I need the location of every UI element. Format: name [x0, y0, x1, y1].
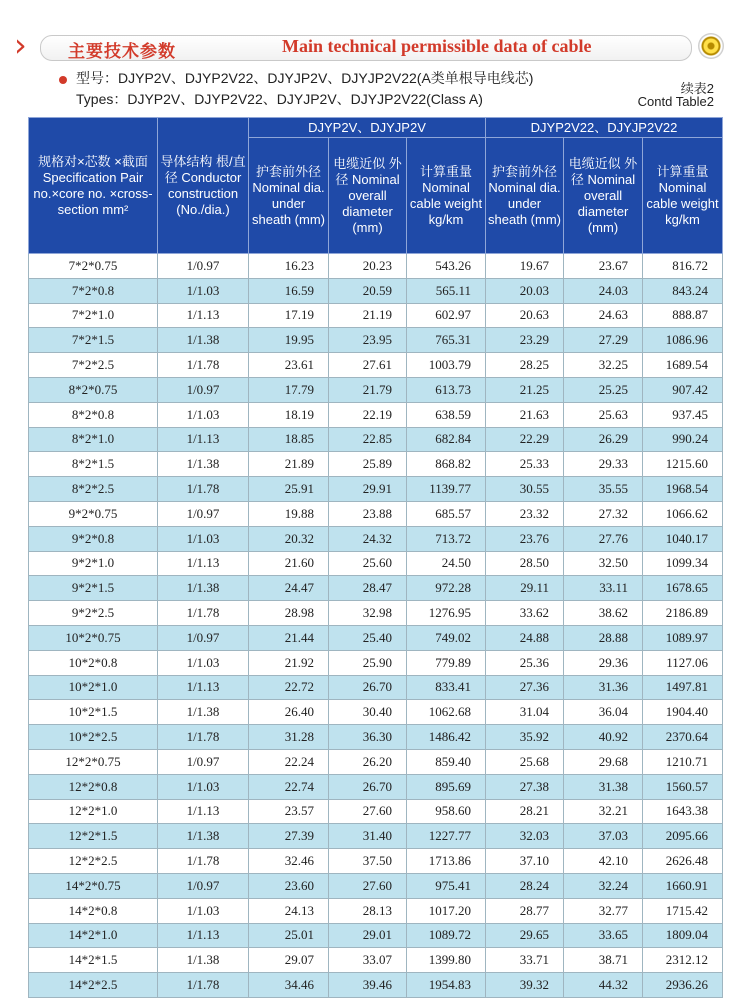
table-cell: 23.32: [486, 501, 564, 526]
table-cell: 9*2*0.8: [29, 526, 158, 551]
table-cell: 685.57: [407, 501, 486, 526]
emblem-icon: [698, 33, 724, 59]
table-row: [29, 427, 723, 452]
table-cell: 749.02: [407, 625, 486, 650]
table-cell: 29.36: [564, 650, 643, 675]
table-cell: 765.31: [407, 328, 486, 353]
table-cell: 972.28: [407, 576, 486, 601]
table-row: [29, 799, 723, 824]
table-cell: 8*2*1.5: [29, 452, 158, 477]
table-cell: 22.19: [329, 402, 407, 427]
table-cell: 1/1.38: [158, 700, 249, 725]
table-row: [29, 725, 723, 750]
table-cell: 30.40: [329, 700, 407, 725]
table-cell: 779.89: [407, 650, 486, 675]
table-cell: 1/1.38: [158, 328, 249, 353]
table-cell: 23.67: [564, 254, 643, 279]
table-cell: 10*2*1.5: [29, 700, 158, 725]
table-row: [29, 303, 723, 328]
table-cell: 23.57: [249, 799, 329, 824]
table-cell: 1276.95: [407, 601, 486, 626]
table-cell: 19.95: [249, 328, 329, 353]
table-cell: 1227.77: [407, 824, 486, 849]
table-row: [29, 402, 723, 427]
header-b-weight: 计算重量 Nominal cable weight kg/km: [643, 138, 723, 254]
table-cell: 16.23: [249, 254, 329, 279]
table-cell: 14*2*0.8: [29, 898, 158, 923]
table-cell: 1/1.13: [158, 923, 249, 948]
table-cell: 28.77: [486, 898, 564, 923]
table-cell: 24.47: [249, 576, 329, 601]
table-row: [29, 923, 723, 948]
table-cell: 1127.06: [643, 650, 723, 675]
table-cell: 1089.97: [643, 625, 723, 650]
table-cell: 1713.86: [407, 849, 486, 874]
table-cell: 27.60: [329, 799, 407, 824]
table-cell: 1678.65: [643, 576, 723, 601]
table-cell: 28.88: [564, 625, 643, 650]
table-cell: 21.63: [486, 402, 564, 427]
table-cell: 1/1.03: [158, 526, 249, 551]
table-cell: 23.61: [249, 353, 329, 378]
table-row: [29, 353, 723, 378]
table-cell: 25.01: [249, 923, 329, 948]
table-cell: 713.72: [407, 526, 486, 551]
table-cell: 1/1.78: [158, 849, 249, 874]
table-cell: 1/0.97: [158, 377, 249, 402]
table-cell: 23.60: [249, 873, 329, 898]
table-cell: 565.11: [407, 278, 486, 303]
table-cell: 1904.40: [643, 700, 723, 725]
table-cell: 1/1.38: [158, 824, 249, 849]
table-cell: 1099.34: [643, 551, 723, 576]
table-cell: 7*2*2.5: [29, 353, 158, 378]
table-cell: 1/1.78: [158, 973, 249, 998]
table-cell: 1/1.03: [158, 898, 249, 923]
table-cell: 28.50: [486, 551, 564, 576]
table-cell: 907.42: [643, 377, 723, 402]
table-cell: 1/1.13: [158, 427, 249, 452]
table-cell: 1/1.78: [158, 601, 249, 626]
table-cell: 44.32: [564, 973, 643, 998]
table-cell: 16.59: [249, 278, 329, 303]
table-cell: 12*2*2.5: [29, 849, 158, 874]
table-cell: 21.19: [329, 303, 407, 328]
header-group-a: DJYP2V、DJYJP2V: [249, 118, 486, 138]
table-cell: 20.63: [486, 303, 564, 328]
table-cell: 25.25: [564, 377, 643, 402]
table-cell: 2936.26: [643, 973, 723, 998]
continued-table-cn: 续表2: [680, 81, 714, 96]
table-cell: 895.69: [407, 774, 486, 799]
table-cell: 543.26: [407, 254, 486, 279]
table-cell: 26.70: [329, 774, 407, 799]
table-cell: 1040.17: [643, 526, 723, 551]
table-cell: 10*2*1.0: [29, 675, 158, 700]
table-cell: 1/1.38: [158, 948, 249, 973]
table-row: [29, 625, 723, 650]
table-cell: 21.44: [249, 625, 329, 650]
table-cell: 31.38: [564, 774, 643, 799]
table-cell: 27.36: [486, 675, 564, 700]
table-cell: 1/1.78: [158, 353, 249, 378]
table-cell: 38.62: [564, 601, 643, 626]
table-cell: 36.30: [329, 725, 407, 750]
table-cell: 7*2*0.8: [29, 278, 158, 303]
table-row: [29, 873, 723, 898]
table-cell: 23.29: [486, 328, 564, 353]
table-cell: 25.36: [486, 650, 564, 675]
header-a-overall: 电缆近似 外径 Nominal overall diameter (mm): [329, 138, 407, 254]
table-cell: 29.65: [486, 923, 564, 948]
table-cell: 39.46: [329, 973, 407, 998]
table-row: [29, 278, 723, 303]
table-cell: 1/0.97: [158, 749, 249, 774]
table-cell: 1689.54: [643, 353, 723, 378]
table-cell: 1062.68: [407, 700, 486, 725]
table-cell: 32.46: [249, 849, 329, 874]
table-row: [29, 477, 723, 502]
table-cell: 32.98: [329, 601, 407, 626]
table-cell: 28.13: [329, 898, 407, 923]
table-cell: 25.40: [329, 625, 407, 650]
table-cell: 21.92: [249, 650, 329, 675]
table-cell: 26.29: [564, 427, 643, 452]
table-cell: 1/0.97: [158, 501, 249, 526]
table-cell: 22.85: [329, 427, 407, 452]
table-cell: 8*2*0.8: [29, 402, 158, 427]
table-cell: 1/0.97: [158, 873, 249, 898]
table-cell: 8*2*0.75: [29, 377, 158, 402]
table-cell: 9*2*1.5: [29, 576, 158, 601]
table-cell: 1/0.97: [158, 625, 249, 650]
table-cell: 1497.81: [643, 675, 723, 700]
table-row: [29, 328, 723, 353]
table-cell: 14*2*1.5: [29, 948, 158, 973]
table-cell: 25.91: [249, 477, 329, 502]
table-cell: 1/1.38: [158, 576, 249, 601]
table-cell: 613.73: [407, 377, 486, 402]
table-cell: 975.41: [407, 873, 486, 898]
table-cell: 14*2*0.75: [29, 873, 158, 898]
table-cell: 24.13: [249, 898, 329, 923]
table-cell: 2626.48: [643, 849, 723, 874]
table-cell: 1809.04: [643, 923, 723, 948]
table-row: [29, 973, 723, 998]
table-cell: 20.23: [329, 254, 407, 279]
table-cell: 27.60: [329, 873, 407, 898]
table-cell: 10*2*0.8: [29, 650, 158, 675]
table-cell: 37.50: [329, 849, 407, 874]
table-row: [29, 576, 723, 601]
table-cell: 1660.91: [643, 873, 723, 898]
table-cell: 27.39: [249, 824, 329, 849]
table-cell: 1954.83: [407, 973, 486, 998]
table-cell: 18.85: [249, 427, 329, 452]
table-cell: 1560.57: [643, 774, 723, 799]
header-b-under-sheath: 护套前外径 Nominal dia. under sheath (mm): [486, 138, 564, 254]
table-cell: 937.45: [643, 402, 723, 427]
table-cell: 29.33: [564, 452, 643, 477]
table-cell: 859.40: [407, 749, 486, 774]
table-cell: 1210.71: [643, 749, 723, 774]
table-cell: 1003.79: [407, 353, 486, 378]
types-line-cn: 型号：DJYP2V、DJYP2V22、DJYJP2V、DJYJP2V22(A类单根导电线芯): [76, 70, 534, 86]
table-cell: 21.25: [486, 377, 564, 402]
table-cell: 1/1.03: [158, 402, 249, 427]
table-cell: 1715.42: [643, 898, 723, 923]
table-row: [29, 501, 723, 526]
table-cell: 21.60: [249, 551, 329, 576]
table-cell: 7*2*1.5: [29, 328, 158, 353]
table-cell: 1/1.03: [158, 774, 249, 799]
table-cell: 2095.66: [643, 824, 723, 849]
table-cell: 14*2*1.0: [29, 923, 158, 948]
table-row: [29, 254, 723, 279]
table-cell: 8*2*2.5: [29, 477, 158, 502]
table-cell: 29.07: [249, 948, 329, 973]
table-cell: 23.95: [329, 328, 407, 353]
table-cell: 27.38: [486, 774, 564, 799]
table-cell: 958.60: [407, 799, 486, 824]
table-cell: 21.79: [329, 377, 407, 402]
table-row: [29, 452, 723, 477]
table-cell: 14*2*2.5: [29, 973, 158, 998]
table-cell: 28.98: [249, 601, 329, 626]
table-cell: 28.25: [486, 353, 564, 378]
table-cell: 17.79: [249, 377, 329, 402]
table-cell: 37.10: [486, 849, 564, 874]
table-cell: 22.72: [249, 675, 329, 700]
table-cell: 602.97: [407, 303, 486, 328]
table-cell: 32.24: [564, 873, 643, 898]
table-cell: 33.62: [486, 601, 564, 626]
header-b-overall: 电缆近似 外径 Nominal overall diameter (mm): [564, 138, 643, 254]
table-cell: 30.55: [486, 477, 564, 502]
table-cell: 26.40: [249, 700, 329, 725]
table-cell: 12*2*0.75: [29, 749, 158, 774]
table-cell: 29.91: [329, 477, 407, 502]
table-cell: 32.50: [564, 551, 643, 576]
table-cell: 34.46: [249, 973, 329, 998]
table-cell: 1/1.38: [158, 452, 249, 477]
table-cell: 22.24: [249, 749, 329, 774]
table-row: [29, 650, 723, 675]
table-cell: 19.67: [486, 254, 564, 279]
chevron-right-icon: ›: [14, 26, 27, 64]
header-a-under-sheath: 护套前外径 Nominal dia. under sheath (mm): [249, 138, 329, 254]
table-cell: 1643.38: [643, 799, 723, 824]
table-cell: 31.28: [249, 725, 329, 750]
table-row: [29, 749, 723, 774]
table-cell: 37.03: [564, 824, 643, 849]
table-cell: 32.77: [564, 898, 643, 923]
continued-table-en: Contd Table2: [637, 94, 714, 109]
table-cell: 1/1.13: [158, 303, 249, 328]
table-cell: 2370.64: [643, 725, 723, 750]
table-cell: 33.65: [564, 923, 643, 948]
table-cell: 33.11: [564, 576, 643, 601]
table-cell: 1086.96: [643, 328, 723, 353]
table-row: [29, 849, 723, 874]
table-cell: 33.07: [329, 948, 407, 973]
table-cell: 27.76: [564, 526, 643, 551]
table-cell: 25.68: [486, 749, 564, 774]
table-cell: 25.63: [564, 402, 643, 427]
table-cell: 25.60: [329, 551, 407, 576]
table-cell: 22.74: [249, 774, 329, 799]
table-cell: 20.59: [329, 278, 407, 303]
table-cell: 20.32: [249, 526, 329, 551]
table-cell: 10*2*0.75: [29, 625, 158, 650]
table-cell: 28.21: [486, 799, 564, 824]
table-row: [29, 675, 723, 700]
table-cell: 868.82: [407, 452, 486, 477]
cable-data-table: [28, 117, 723, 998]
table-cell: 17.19: [249, 303, 329, 328]
table-cell: 32.03: [486, 824, 564, 849]
table-cell: 1/1.03: [158, 650, 249, 675]
table-cell: 21.89: [249, 452, 329, 477]
table-cell: 24.50: [407, 551, 486, 576]
table-cell: 32.25: [564, 353, 643, 378]
table-cell: 8*2*1.0: [29, 427, 158, 452]
table-cell: 9*2*1.0: [29, 551, 158, 576]
table-cell: 1215.60: [643, 452, 723, 477]
table-cell: 23.76: [486, 526, 564, 551]
section-title-cn: 主要技术参数: [68, 42, 176, 62]
table-cell: 682.84: [407, 427, 486, 452]
table-row: [29, 551, 723, 576]
table-cell: 1/1.78: [158, 725, 249, 750]
table-cell: 42.10: [564, 849, 643, 874]
table-cell: 25.89: [329, 452, 407, 477]
table-cell: 12*2*1.0: [29, 799, 158, 824]
table-cell: 1/0.97: [158, 254, 249, 279]
header-a-weight: 计算重量 Nominal cable weight kg/km: [407, 138, 486, 254]
table-cell: 24.03: [564, 278, 643, 303]
table-cell: 25.90: [329, 650, 407, 675]
table-cell: 9*2*0.75: [29, 501, 158, 526]
table-cell: 1089.72: [407, 923, 486, 948]
table-row: [29, 601, 723, 626]
table-cell: 9*2*2.5: [29, 601, 158, 626]
header-group-b: DJYP2V22、DJYJP2V22: [486, 118, 723, 138]
table-cell: 28.47: [329, 576, 407, 601]
table-cell: 27.29: [564, 328, 643, 353]
table-cell: 36.04: [564, 700, 643, 725]
header-conductor: 导体结构 根/直径 Conductor construction (No./dia.): [158, 118, 249, 254]
table-cell: 888.87: [643, 303, 723, 328]
table-cell: 28.24: [486, 873, 564, 898]
table-cell: 31.04: [486, 700, 564, 725]
table-cell: 833.41: [407, 675, 486, 700]
table-cell: 25.33: [486, 452, 564, 477]
table-row: [29, 898, 723, 923]
header-specification: 规格对×芯数 ×截面 Specification Pair no.×core no. ×cross-section mm²: [29, 118, 158, 254]
table-cell: 1017.20: [407, 898, 486, 923]
table-cell: 27.61: [329, 353, 407, 378]
table-cell: 32.21: [564, 799, 643, 824]
table-cell: 40.92: [564, 725, 643, 750]
table-cell: 19.88: [249, 501, 329, 526]
table-cell: 29.01: [329, 923, 407, 948]
table-cell: 35.92: [486, 725, 564, 750]
table-cell: 26.20: [329, 749, 407, 774]
table-cell: 18.19: [249, 402, 329, 427]
table-cell: 39.32: [486, 973, 564, 998]
table-cell: 24.63: [564, 303, 643, 328]
table-row: [29, 948, 723, 973]
table-cell: 1399.80: [407, 948, 486, 973]
table-cell: 27.32: [564, 501, 643, 526]
table-cell: 1139.77: [407, 477, 486, 502]
table-cell: 2186.89: [643, 601, 723, 626]
table-cell: 22.29: [486, 427, 564, 452]
table-cell: 24.88: [486, 625, 564, 650]
table-cell: 29.11: [486, 576, 564, 601]
table-cell: 24.32: [329, 526, 407, 551]
table-cell: 2312.12: [643, 948, 723, 973]
table-cell: 1066.62: [643, 501, 723, 526]
table-row: [29, 377, 723, 402]
table-cell: 7*2*1.0: [29, 303, 158, 328]
bullet-icon: [59, 76, 67, 84]
types-line-en: Types：DJYP2V、DJYP2V22、DJYJP2V、DJYJP2V22(Class A): [76, 91, 483, 107]
table-cell: 1/1.13: [158, 675, 249, 700]
table-cell: 1968.54: [643, 477, 723, 502]
table-row: [29, 526, 723, 551]
table-cell: 1/1.78: [158, 477, 249, 502]
table-cell: 26.70: [329, 675, 407, 700]
table-cell: 12*2*1.5: [29, 824, 158, 849]
table-cell: 31.36: [564, 675, 643, 700]
table-cell: 1/1.13: [158, 551, 249, 576]
table-cell: 1/1.03: [158, 278, 249, 303]
table-cell: 990.24: [643, 427, 723, 452]
table-cell: 29.68: [564, 749, 643, 774]
table-cell: 843.24: [643, 278, 723, 303]
table-cell: 31.40: [329, 824, 407, 849]
table-cell: 33.71: [486, 948, 564, 973]
table-cell: 38.71: [564, 948, 643, 973]
table-cell: 1/1.13: [158, 799, 249, 824]
table-body: [29, 254, 723, 998]
table-row: [29, 774, 723, 799]
table-cell: 20.03: [486, 278, 564, 303]
table-cell: 638.59: [407, 402, 486, 427]
table-cell: 10*2*2.5: [29, 725, 158, 750]
table-cell: 816.72: [643, 254, 723, 279]
table-cell: 12*2*0.8: [29, 774, 158, 799]
table-cell: 23.88: [329, 501, 407, 526]
table-cell: 35.55: [564, 477, 643, 502]
section-title-en: Main technical permissible data of cable: [282, 36, 592, 56]
table-row: [29, 824, 723, 849]
table-cell: 1486.42: [407, 725, 486, 750]
table-row: [29, 700, 723, 725]
table-cell: 7*2*0.75: [29, 254, 158, 279]
